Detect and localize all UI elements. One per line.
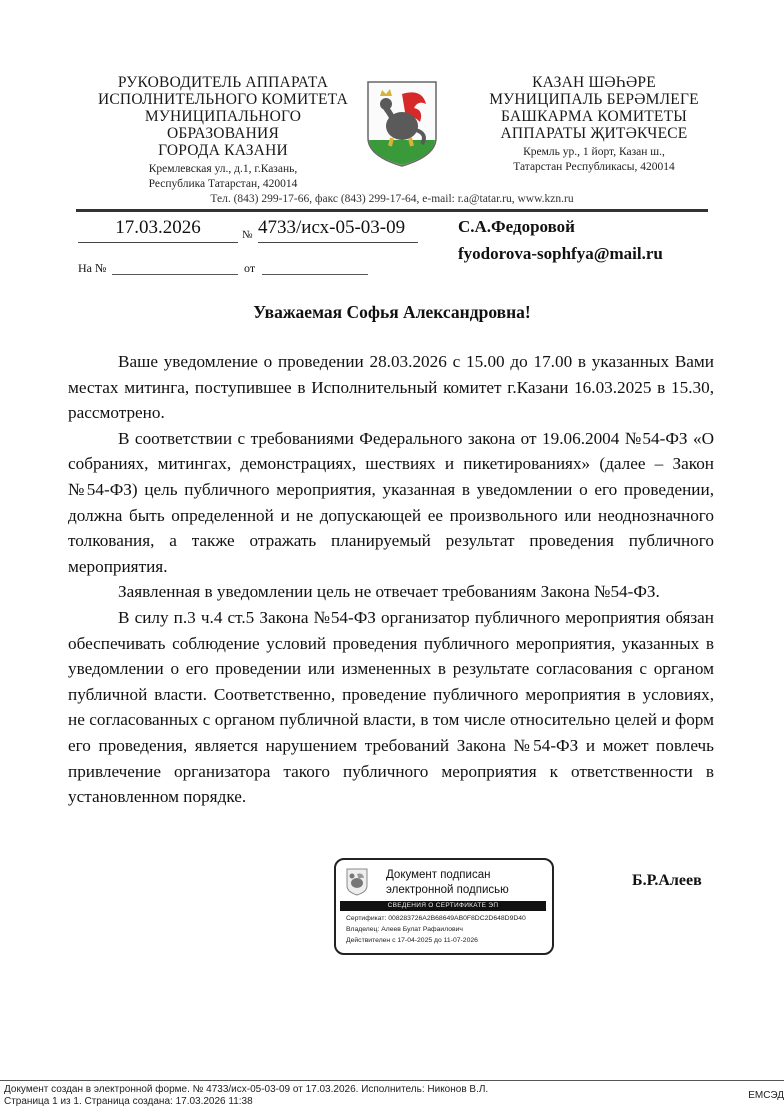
header-contacts: Тел. (843) 299-17-66, факс (843) 299-17-64, e-mail: r.a@tatar.ru, www.kzn.ru: [210, 193, 574, 205]
reply-from-date-line: [262, 274, 368, 275]
header-right-block: [468, 74, 720, 175]
header-left-title-line: ИСПОЛНИТЕЛЬНОГО КОМИТЕТА: [98, 91, 348, 108]
header-right-title-line: МУНИЦИПАЛЬ БЕРӘМЛЕГЕ: [489, 91, 699, 108]
signature-emblem-icon: [346, 868, 368, 896]
salutation: Уважаемая Софья Александровна!: [253, 302, 531, 322]
reply-from-label: от: [244, 261, 256, 275]
kazan-coat-of-arms-icon: [362, 78, 442, 168]
signature-title-line2: электронной подписью: [386, 884, 509, 896]
registration-number: 4733/исх-05-03-09: [258, 217, 418, 243]
recipient-email: fyodorova-sophfya@mail.ru: [458, 244, 663, 263]
signature-title-line1: Документ подписан: [386, 869, 491, 881]
header-left-title-line: ГОРОДА КАЗАНИ: [158, 142, 288, 159]
letter-body: [68, 349, 714, 810]
signature-title: [386, 868, 509, 898]
header-right-address: [468, 145, 720, 175]
header-left-title-line: МУНИЦИПАЛЬНОГО ОБРАЗОВАНИЯ: [144, 108, 302, 142]
footer-page-info: Страница 1 из 1. Страница создана: 17.03.2026 11:38: [4, 1096, 253, 1107]
reply-to-number-line: [112, 274, 238, 275]
header-left-title-line: РУКОВОДИТЕЛЬ АППАРАТА: [117, 74, 329, 91]
footer-system-label: ЕМСЭД: [748, 1090, 784, 1101]
body-paragraph: Заявленная в уведомлении цель не отвечает требованиям Закона №54-ФЗ.: [118, 582, 660, 602]
recipient-block: [458, 213, 663, 267]
registration-number-sign: №: [242, 229, 253, 241]
recipient-name: С.А.Федоровой: [458, 217, 575, 236]
body-paragraph: В соответствии с требованиями Федерального закона от 19.06.2004 №54-ФЗ «О собраниях, митингах, демонстрациях, шествиях и пикетированиях» (далее – Закон №54-ФЗ) цель публичного мероприятия, указанная в уведомлении о его проведении, должна быть определенной и не допускающей ее произвольного или неоднозначного толкования, а также отражать планируемый результат проведения публичного мероприятия.: [68, 428, 714, 576]
certificate-info-bar: СВЕДЕНИЯ О СЕРТИФИКАТЕ ЭП: [340, 901, 546, 911]
header-right-title-line: АППАРАТЫ ҖИТӘКЧЕСЕ: [500, 125, 688, 142]
header-right-title-line: БАШКАРМА КОМИТЕТЫ: [501, 108, 687, 125]
header-left-address-line: Кремлевская ул., д.1, г.Казань,: [148, 163, 298, 175]
header-divider: [76, 209, 708, 212]
certificate-validity: Действителен с 17-04-2025 до 11-07-2026: [346, 937, 478, 944]
header-right-address-line: Татарстан Республикасы, 420014: [513, 161, 675, 173]
header-left-block: [90, 74, 356, 192]
registration-date: 17.03.2026: [78, 217, 238, 243]
header-right-title-line: КАЗАН ШӘҺӘРЕ: [532, 74, 656, 91]
body-paragraph: Ваше уведомление о проведении 28.03.2026 с 15.00 до 17.00 в указанных Вами местах митинга, поступившее в Исполнительный комитет г.Казани 16.03.2025 в 15.30, рассмотрено.: [68, 352, 714, 423]
certificate-number: Сертификат: 008283726A2B68649AB0F8DC2D648D9D40: [346, 915, 526, 922]
header-right-address-line: Кремль ур., 1 йорт, Казан ш.,: [523, 146, 665, 158]
signer-name: Б.Р.Алеев: [632, 872, 702, 889]
reply-to-label: На №: [78, 261, 107, 275]
electronic-signature-stamp: [334, 858, 554, 955]
footer-divider: [0, 1080, 784, 1081]
header-left-address: [90, 162, 356, 192]
body-paragraph: В силу п.3 ч.4 ст.5 Закона №54-ФЗ организатор публичного мероприятия обязан обеспечивать соблюдение условий проведения публичного мероприятия, указанных в уведомлении о его проведении или измененных в результате согласования с органом публичной власти. Соответственно, проведение публичного мероприятия в условиях, не согласованных с органом публичной власти, в том числе относительно целей и форм его проведения, является нарушением требований Закона №54-ФЗ и может повлечь привлечение организатора такого публичного мероприятия к ответственности в установленном порядке.: [68, 607, 714, 807]
header-left-address-line: Республика Татарстан, 420014: [148, 178, 298, 190]
certificate-owner: Владелец: Алеев Булат Рафаилович: [346, 926, 463, 933]
footer-document-info: Документ создан в электронной форме. № 4733/исх-05-03-09 от 17.03.2026. Исполнитель: Никонов В.Л.: [4, 1084, 489, 1095]
